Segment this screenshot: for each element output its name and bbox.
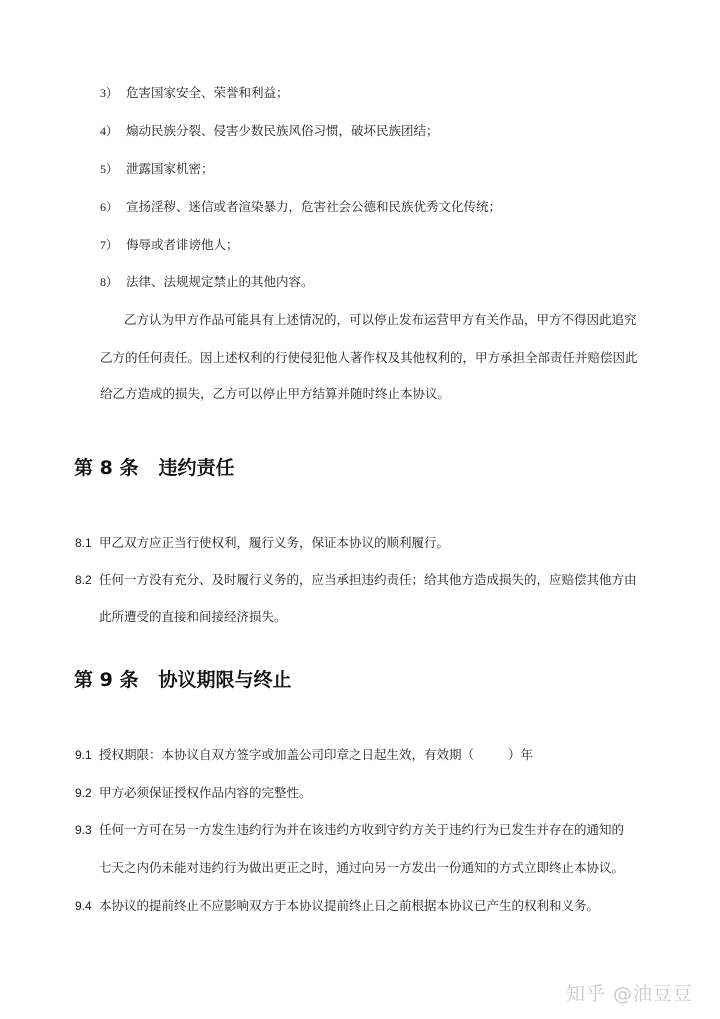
clause-8-2 [75,572,637,588]
list-item-number: 6） [100,200,119,214]
clause-number: 9.1 [75,748,92,762]
list-item [100,85,289,101]
article-number: 第 9 条 [74,669,139,691]
clause-text: 甲方必须保证授权作品内容的完整性。 [99,785,312,800]
list-item-number: 8） [100,275,119,289]
list-item [100,199,501,215]
clause-text: 甲乙双方应正当行使权利，履行义务，保证本协议的顺利履行。 [99,535,450,550]
clause-number: 8.2 [75,573,92,587]
paragraph-line: 乙方的任何责任。因上述权利的行使侵犯他人著作权及其他权利的，甲方承担全部责任并赔偿因此 [100,350,638,365]
clause-text-tail: ）年 [508,747,534,762]
list-item-text: 煽动民族分裂、侵害少数民族风俗习惯，破坏民族团结； [126,123,439,138]
list-item-text: 法律、法规规定禁止的其他内容。 [126,274,314,289]
clause-9-1 [75,747,533,763]
list-item-text: 宣扬淫秽、迷信或者渲染暴力，危害社会公德和民族优秀文化传统； [126,199,502,214]
list-item [100,161,214,177]
clause-9-3 [75,822,624,838]
clause-number: 9.4 [75,899,92,913]
list-item-number: 3） [100,86,119,100]
paragraph-line: 乙方认为甲方作品可能具有上述情况的，可以停止发布运营甲方有关作品，甲方不得因此追究 [124,312,637,327]
clause-text: 本协议的提前终止不应影响双方于本协议提前终止日之前根据本协议已产生的权利和义务。 [99,898,600,913]
list-item-number: 5） [100,162,119,176]
paragraph-line: 给乙方造成的损失，乙方可以停止甲方结算并随时终止本协议。 [100,386,451,401]
watermark: 知乎 @油豆豆 [566,983,694,1005]
list-item-text: 危害国家安全、荣誉和利益； [126,85,289,100]
list-item-number: 4） [100,124,119,138]
article-number: 第 8 条 [74,457,139,479]
list-item [100,274,314,290]
clause-number: 9.2 [75,786,92,800]
list-item-text: 侮辱或者诽谤他人； [126,237,239,252]
clause-number: 9.3 [75,823,92,837]
clause-continuation: 此所遭受的直接和间接经济损失。 [99,609,287,624]
clause-number: 8.1 [75,536,92,550]
list-item [100,237,239,253]
clause-9-2 [75,785,312,801]
clause-text: 任何一方可在另一方发生违约行为并在该违约方收到守约方关于违约行为已发生并存在的通知的 [99,822,625,837]
list-item-text: 泄露国家机密； [126,161,214,176]
article-title: 协议期限与终止 [158,669,292,691]
clause-text: 任何一方没有充分、及时履行义务的，应当承担违约责任；给其他方造成损失的，应赔偿其他方由 [99,572,637,587]
clause-9-4 [75,898,599,914]
article-title: 违约责任 [158,457,235,479]
article-8-heading [74,456,234,480]
clause-8-1 [75,535,449,551]
clause-continuation: 七天之内仍未能对违约行为做出更正之时，通过向另一方发出一份通知的方式立即终止本协议。 [99,860,625,875]
list-item-number: 7） [100,238,119,252]
article-9-heading [74,668,291,692]
clause-text: 授权期限：本协议自双方签字或加盖公司印章之日起生效，有效期（ [99,747,475,762]
list-item [100,123,439,139]
